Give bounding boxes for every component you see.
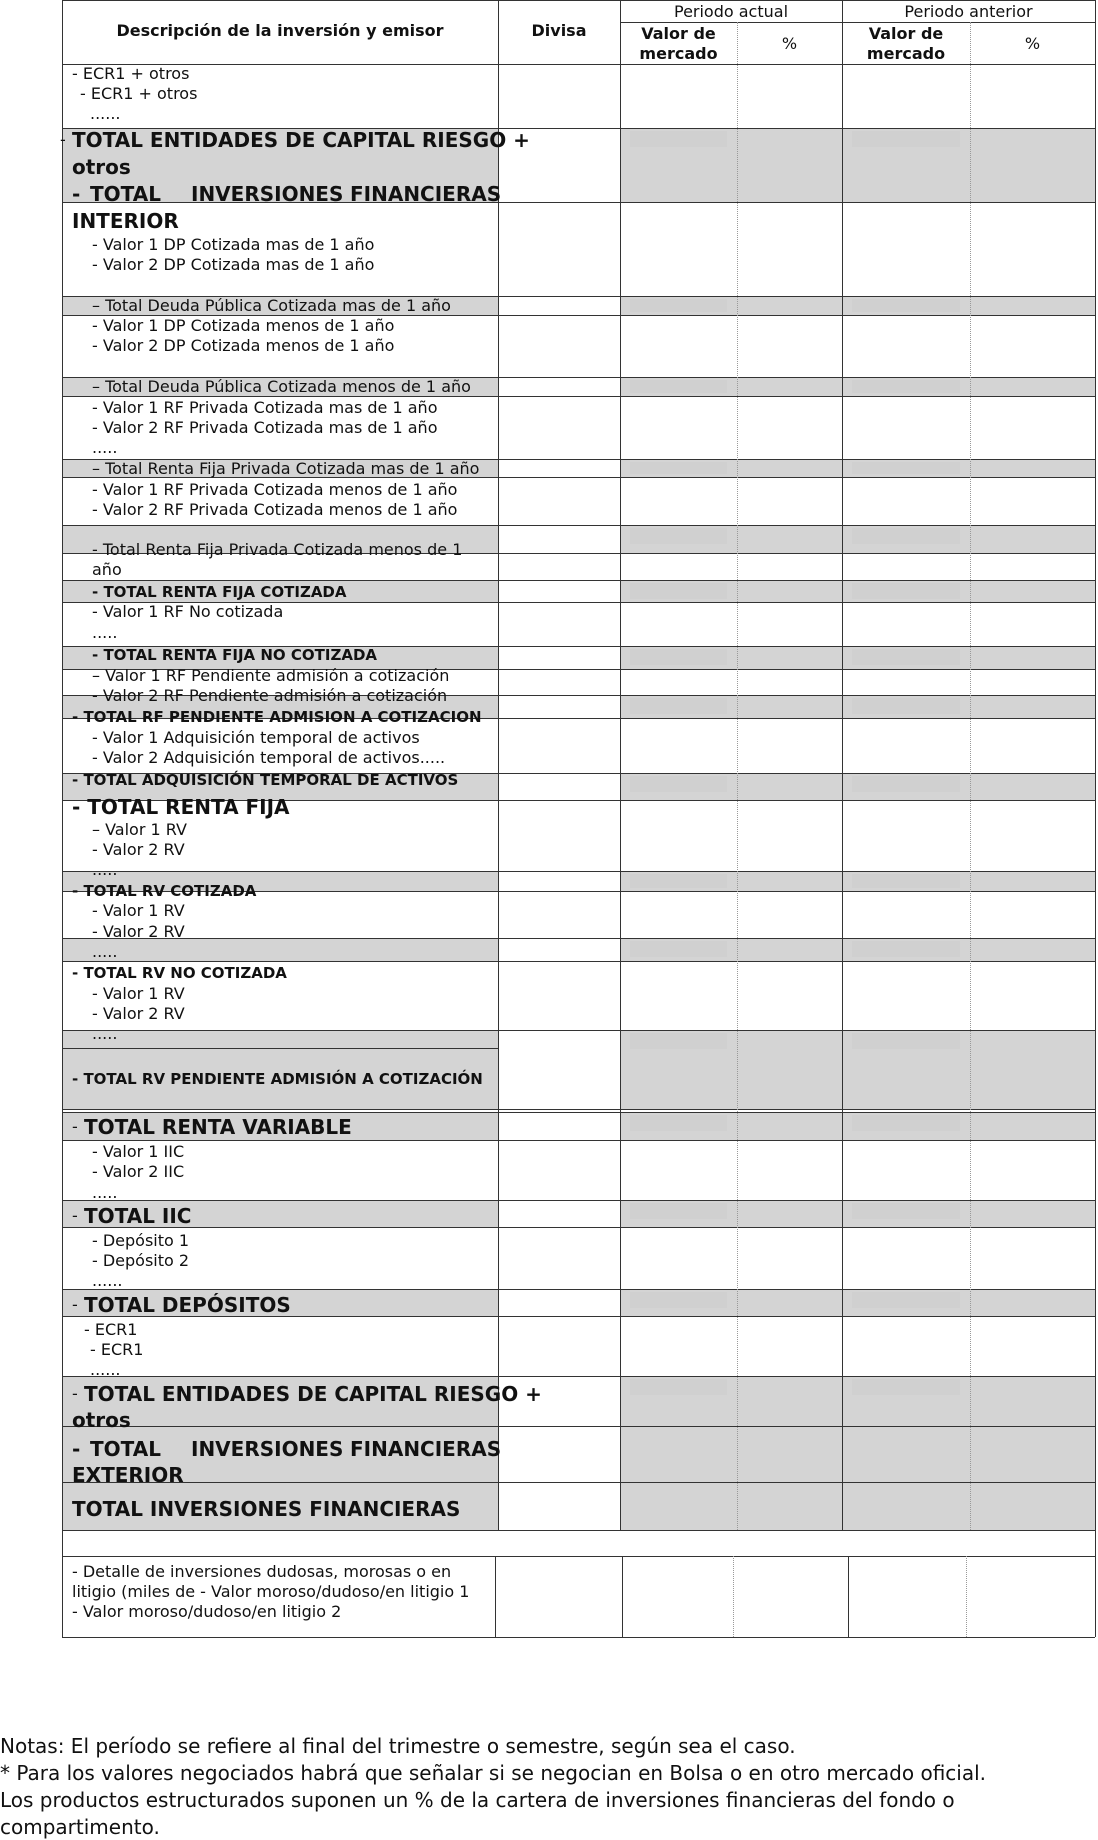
row-label: - Valor 1 DP Cotizada menos de 1 año: [92, 316, 395, 335]
row-label: - TOTAL ADQUISICIÓN TEMPORAL DE ACTIVOS: [72, 771, 459, 789]
row-label: - Valor 1 RF No cotizada: [92, 602, 284, 621]
table-rule: [62, 0, 1095, 1]
value-cell-shading: [852, 1033, 960, 1049]
value-cell-shading: [852, 131, 960, 147]
row-label: – Valor 1 RF Pendiente admisión a cotización: [92, 666, 450, 685]
table-rule: [62, 938, 1095, 939]
row-label: - Valor 2 DP Cotizada mas de 1 año: [92, 255, 375, 274]
row-label: - Valor 2 RV: [92, 840, 185, 859]
value-cell-shading: [630, 941, 727, 957]
row-label: - TOTAL RENTA FIJA: [72, 795, 290, 819]
row-label: - Total Renta Fija Privada Cotizada menos de 1: [92, 540, 463, 559]
row-label: ......: [90, 104, 121, 123]
value-cell-shading: [852, 462, 960, 474]
row-label: TOTAL ENTIDADES DE CAPITAL RIESGO +: [84, 1382, 542, 1406]
value-cell-shading: [630, 1379, 727, 1395]
value-cell-shading: [630, 1033, 727, 1049]
value-cell-shading: [852, 299, 960, 312]
table-column-rule: [622, 1556, 623, 1637]
row-label: - Valor 1 RF Privada Cotizada menos de 1 año: [92, 480, 458, 499]
row-label: TOTAL: [90, 1437, 161, 1461]
table-column-rule: [848, 1556, 849, 1637]
table-rule: [62, 1289, 1095, 1290]
header-divisa: Divisa: [531, 21, 587, 40]
table-column-rule: [1095, 0, 1096, 1637]
table-rule: [62, 871, 1095, 872]
table-rule: [62, 580, 1095, 581]
row-dash: -: [72, 1295, 78, 1314]
row-label: – Valor 1 RV: [92, 820, 187, 839]
value-cell-shading: [852, 776, 960, 792]
table-column-rule: [842, 0, 843, 1530]
table-rule: [62, 1140, 1095, 1141]
table-column-rule: [62, 0, 63, 1637]
dotted-rule: [966, 1556, 967, 1637]
value-cell-shading: [852, 874, 960, 888]
table-column-rule: [620, 0, 621, 1530]
table-rule: [62, 1530, 1095, 1531]
value-cell-shading: [852, 1203, 960, 1219]
table-rule: [62, 961, 1095, 962]
row-label: otros: [72, 1408, 131, 1432]
row-label: ......: [92, 1271, 123, 1290]
row-label: - TOTAL RENTA FIJA COTIZADA: [92, 583, 347, 601]
value-cell-shading: [630, 698, 727, 714]
row-label: INVERSIONES: [191, 182, 344, 206]
row-label: TOTAL DEPÓSITOS: [84, 1293, 291, 1317]
row-label: - Valor 2 RV: [92, 1004, 185, 1023]
header-valor-mercado: Valor de: [868, 24, 944, 43]
table-rule: [62, 1048, 498, 1049]
table-column-rule: [498, 0, 499, 1530]
row-label: - Valor 1 RV: [92, 984, 185, 1003]
row-label: – Total Deuda Pública Cotizada mas de 1 año: [92, 296, 451, 315]
footnote: * Para los valores negociados habrá que señalar si se negocian en Bolsa o en otro mercado oficial.: [0, 1761, 987, 1785]
table-rule: [62, 1227, 1095, 1228]
value-cell-shading: [630, 299, 727, 312]
row-dash: -: [60, 130, 66, 149]
row-label: otros: [72, 155, 131, 179]
header-percent: %: [1024, 34, 1041, 53]
row-label: TOTAL RENTA VARIABLE: [84, 1115, 352, 1139]
footnote: compartimento.: [0, 1815, 160, 1839]
row-label: - TOTAL RV PENDIENTE ADMISIÓN A COTIZACIÓN: [72, 1070, 483, 1088]
row-label: - Valor 2 Adquisición temporal de activos.....: [92, 748, 446, 767]
row-label: - Valor 2 IIC: [92, 1162, 185, 1181]
row-label: - Valor 1 DP Cotizada mas de 1 año: [92, 235, 375, 254]
value-cell-shading: [630, 1292, 727, 1308]
litigio-text: litigio (miles de - Valor moroso/dudoso/en litigio 1: [72, 1582, 470, 1601]
row-label: - Valor 2 RV: [92, 922, 185, 941]
row-label: – Total Deuda Pública Cotizada menos de 1 año: [92, 377, 471, 396]
total-final-shading: [620, 1482, 842, 1530]
footnote: Los productos estructurados suponen un % de la cartera de inversiones financieras del fondo o: [0, 1788, 955, 1812]
row-label: - Valor 1 Adquisición temporal de activos: [92, 728, 420, 747]
value-cell-shading: [852, 380, 960, 393]
table-rule: [62, 1482, 1095, 1483]
value-cell-shading: [852, 649, 960, 665]
row-label: .....: [92, 860, 118, 879]
row-label: - Valor 2 RF Pendiente admisión a cotización: [92, 686, 448, 705]
dotted-rule: [737, 22, 738, 1530]
row-label: .....: [92, 1183, 118, 1202]
value-cell-shading: [630, 380, 727, 393]
dotted-rule: [970, 22, 971, 1530]
header-periodo-actual: Periodo actual: [673, 2, 789, 21]
row-dash: -: [72, 1437, 81, 1461]
row-label: - Valor 1 IIC: [92, 1142, 185, 1161]
row-label: - ECR1 + otros: [80, 84, 198, 103]
row-label: - TOTAL RV NO COTIZADA: [72, 964, 287, 982]
value-cell-shading: [852, 1115, 960, 1131]
table-rule: [62, 1030, 1095, 1031]
value-cell-shading: [630, 649, 727, 665]
row-label: .....: [92, 623, 118, 642]
row-label: TOTAL: [90, 182, 161, 206]
row-label: - Valor 1 RV: [92, 901, 185, 920]
litigio-text: - Detalle de inversiones dudosas, morosas o en: [72, 1562, 452, 1581]
table-rule: [62, 1426, 1095, 1427]
row-dash: -: [72, 1117, 78, 1136]
row-label: TOTAL IIC: [84, 1204, 192, 1228]
footnote: Notas: El período se refiere al final del trimestre o semestre, según sea el caso.: [0, 1734, 796, 1758]
table-rule: [62, 1376, 1095, 1377]
row-label: TOTAL ENTIDADES DE CAPITAL RIESGO +: [72, 128, 530, 152]
row-label: .....: [92, 438, 118, 457]
row-label: .....: [92, 1024, 118, 1043]
value-cell-shading: [852, 583, 960, 599]
value-cell-shading: [630, 131, 727, 147]
row-label: INVERSIONES: [191, 1437, 344, 1461]
value-cell-shading: [852, 941, 960, 957]
row-label: - Valor 1 RF Privada Cotizada mas de 1 año: [92, 398, 438, 417]
row-label: - TOTAL RENTA FIJA NO COTIZADA: [92, 646, 378, 664]
row-label: - ECR1: [84, 1320, 138, 1339]
value-cell-shading: [852, 1379, 960, 1395]
row-label: - Valor 2 DP Cotizada menos de 1 año: [92, 336, 395, 355]
table-rule: [62, 525, 1095, 526]
value-cell-shading: [852, 528, 960, 544]
row-label: - TOTAL RV COTIZADA: [72, 882, 257, 900]
value-cell-shading: [630, 1203, 727, 1219]
row-label: - Valor 2 RF Privada Cotizada menos de 1 año: [92, 500, 458, 519]
value-cell-shading: [630, 583, 727, 599]
row-label: - Depósito 1: [92, 1231, 190, 1250]
row-label: INTERIOR: [72, 209, 179, 233]
header-percent: %: [781, 34, 798, 53]
table-rule: [620, 22, 1095, 23]
header-valor-mercado: mercado: [866, 44, 946, 63]
row-label: FINANCIERAS: [350, 1437, 502, 1461]
table-rule: [62, 1200, 1095, 1201]
row-label: TOTAL INVERSIONES FINANCIERAS: [72, 1497, 461, 1521]
row-label: – Total Renta Fija Privada Cotizada mas de 1 año: [92, 459, 480, 478]
row-dash: -: [72, 1206, 78, 1225]
row-label: - Depósito 2: [92, 1251, 190, 1270]
litigio-text: - Valor moroso/dudoso/en litigio 2: [72, 1602, 342, 1621]
row-dash: -: [72, 1384, 78, 1403]
value-cell-shading: [630, 462, 727, 474]
value-cell-shading: [630, 874, 727, 888]
row-label: ......: [90, 1360, 121, 1379]
row-label: - ECR1: [90, 1340, 144, 1359]
header-valor-mercado: Valor de: [641, 24, 716, 43]
value-cell-shading: [852, 1292, 960, 1308]
header-periodo-anterior: Periodo anterior: [904, 2, 1033, 21]
row-label: .....: [92, 942, 118, 961]
row-label: - Valor 2 RF Privada Cotizada mas de 1 año: [92, 418, 438, 437]
row-label: - ECR1 + otros: [72, 64, 190, 83]
table-rule: [62, 1112, 1095, 1113]
header-descripcion: Descripción de la inversión y emisor: [116, 21, 444, 40]
row-label: año: [92, 560, 122, 579]
row-dash: -: [72, 182, 81, 206]
row-label: - TOTAL RF PENDIENTE ADMISION A COTIZACION: [72, 708, 482, 726]
row-label: FINANCIERAS: [350, 182, 502, 206]
value-cell-shading: [852, 698, 960, 714]
table-rule: [62, 1637, 1095, 1638]
row-label: EXTERIOR: [72, 1463, 184, 1487]
value-cell-shading: [630, 1115, 727, 1131]
table-rule: [62, 1556, 1095, 1557]
value-cell-shading: [630, 776, 727, 792]
dotted-rule: [733, 1556, 734, 1637]
table-column-rule: [495, 1556, 496, 1637]
value-cell-shading: [630, 528, 727, 544]
table-rule: [62, 64, 1095, 65]
table-rule: [62, 1109, 1095, 1110]
header-valor-mercado: mercado: [639, 44, 718, 63]
